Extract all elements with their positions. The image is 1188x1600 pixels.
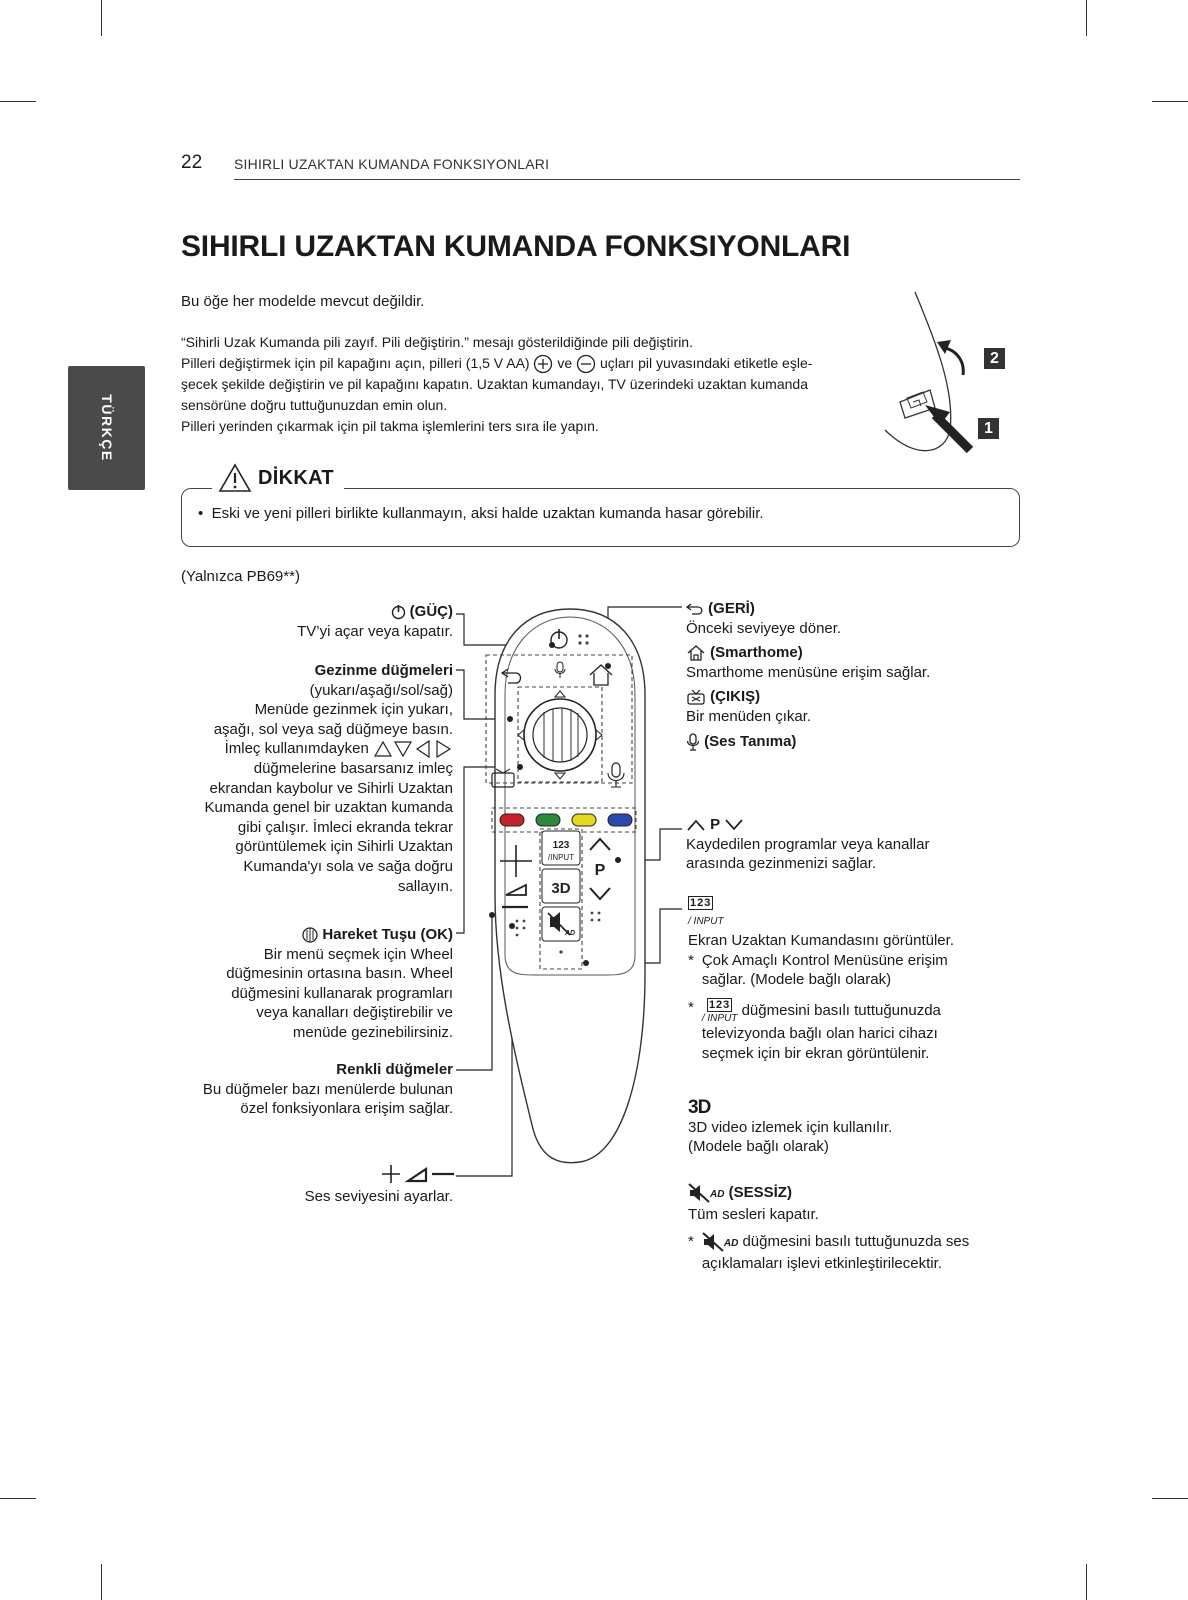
mute-label: AD (SESSİZ) Tüm sesleri kapatır. * AD düğmesini basılı tuttuğunuzda ses açıklamaları işlevi etkinleştirilecektir. [688, 1184, 970, 1272]
warning-icon [218, 463, 252, 493]
plus-terminal-icon [533, 354, 553, 374]
mute-icon [702, 1232, 724, 1252]
battery-cover-illustration [875, 290, 1005, 470]
exit-label: (ÇIKIŞ) Bir menüden çıkar. [686, 688, 812, 725]
remote-3d-key: 3D [551, 880, 571, 897]
remote-ad-key: AD [564, 930, 576, 937]
navigation-label: Gezinme düğmeleri (yukarı/aşağı/sol/sağ) Menüde gezinmek için yukarı, aşağı, sol veya sağ düğmeye basın. İmleç kullanımdayken düğmelerine basarsanız imleç ekrandan kaybolur ve Sihirli Uzaktan Kumanda genel bir uzaktan kumanda gibi çalışır. İmleci ekranda tekrar görüntülemek için Sihirli Uzaktan Kumanda'yı sola ve sağa doğru sallayın. [204, 662, 453, 895]
color-button-3 [572, 814, 596, 826]
color-button-1 [500, 814, 524, 826]
back-label: (GERİ) Önceki seviyeye döner. [686, 600, 842, 637]
voice-label: (Ses Tanıma) [686, 732, 1016, 752]
language-tab: TÜRKÇE [68, 366, 145, 490]
remote-illustration [440, 595, 700, 1195]
battery-instructions: “Sihirli Uzak Kumanda pili zayıf. Pili değiştirin.” mesajı gösterildiğinde pili değiştirin. Pilleri değiştirmek için pil kapağını açın, pilleri (1,5 V AA) ve uçları pil yuvasındaki etiketle eşle- şecek şekilde değiştirin ve pil kapağını kapatın. Uzaktan kumandayı, TV üzerindeki uzaktan kumanda sensörüne doğru tuttuğunuzdan emin olun. Pilleri yerinden çıkarmak için pil takma işlemlerini ters sıra ile yapın. [181, 334, 813, 435]
step-2-badge: 2 [984, 348, 1005, 369]
input-label: 123 / INPUT Ekran Uzaktan Kumandasını görüntüler. * Çok Amaçlı Kontrol Menüsüne erişim sağlar. (Modele bağlı olarak) * 123 / INPUT düğmesini basılı tuttuğunuzda televizyonda bağlı olan harici cihazı seçmek için bir ekran görüntülenir. [688, 897, 954, 1062]
color-button-4 [608, 814, 632, 826]
wheel-label: Hareket Tuşu (OK) Bir menü seçmek için Wheel düğmesinin ortasına basın. Wheel düğmesini kullanarak programları veya kanalları değiştirebilir ve menüde gezinebilirsiniz. [226, 926, 453, 1041]
caution-heading: DİKKAT [212, 463, 344, 493]
power-icon [391, 604, 406, 620]
remote-p-key: P [594, 862, 606, 879]
caution-bullet: • Eski ve yeni pilleri birlikte kullanmayın, aksi halde uzaktan kumanda hasar görebilir. [198, 505, 764, 522]
three-d-icon: 3D [688, 1097, 711, 1118]
model-note: (Yalnızca PB69**) [181, 568, 300, 585]
color-button-2 [536, 814, 560, 826]
header-rule [234, 179, 1020, 180]
color-buttons-label: Renkli düğmeler Bu düğmeler bazı menülerde bulunan özel fonksiyonlara erişim sağlar. [202, 1061, 453, 1118]
program-label: P Kaydedilen programlar veya kanallar arasında gezinmenizi sağlar. [686, 816, 930, 873]
step-1-badge: 1 [978, 418, 999, 439]
page-title: SIHIRLI UZAKTAN KUMANDA FONKSIYONLARI [181, 230, 851, 263]
remote-input-key: /INPUT [547, 853, 575, 862]
remote-digits-key: 123 [552, 840, 570, 851]
home-label: (Smarthome) Smarthome menüsüne erişim sağlar. [686, 644, 931, 681]
running-header: SIHIRLI UZAKTAN KUMANDA FONKSIYONLARI [234, 156, 550, 172]
digits-icon: 123 [690, 897, 712, 909]
minus-terminal-icon [576, 354, 596, 374]
three-d-label: 3D 3D video izlemek için kullanılır. (Modele bağlı olarak) [688, 1098, 1018, 1157]
page-number: 22 [181, 152, 203, 173]
down-chevron-icon [724, 818, 744, 832]
intro-text: Bu öğe her modelde mevcut değildir. [181, 293, 425, 310]
volume-label: Ses seviyesini ayarlar. [304, 1188, 453, 1205]
wheel-icon [302, 927, 318, 943]
power-label: (GÜÇ) TV’yi açar veya kapatır. [297, 603, 453, 640]
